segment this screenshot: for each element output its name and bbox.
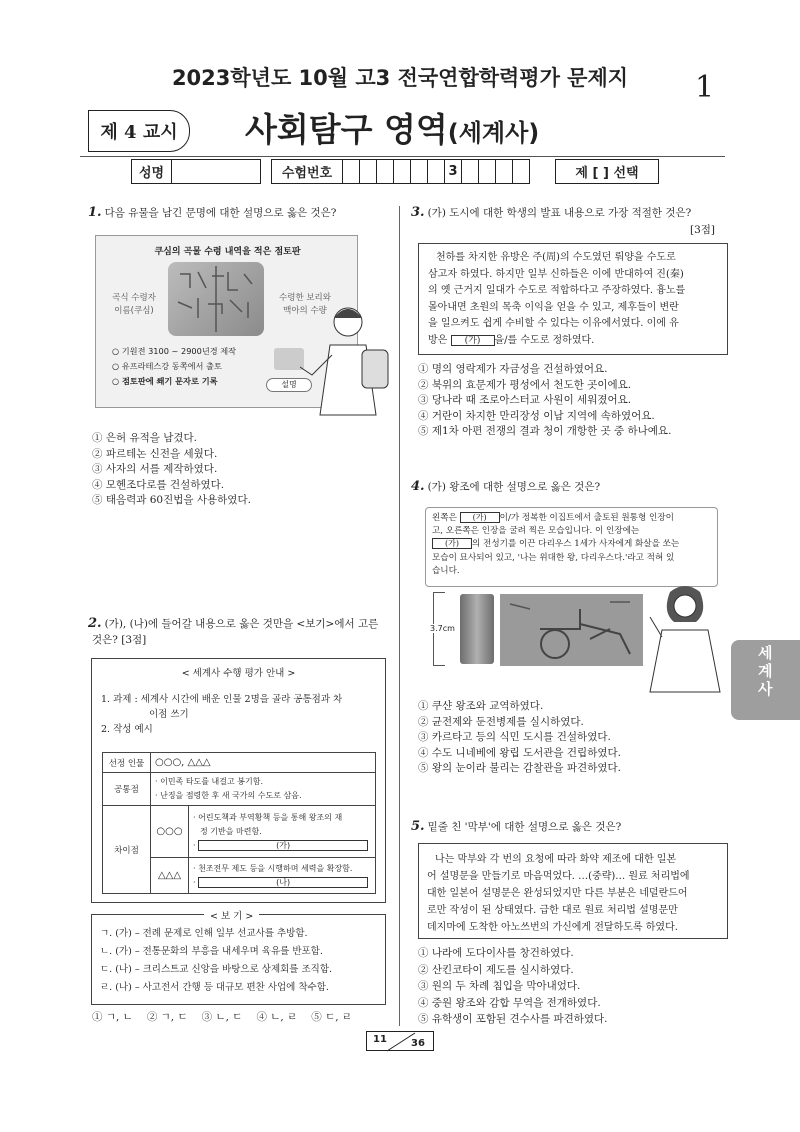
q5-passage-box xyxy=(418,843,728,939)
selected-label: 선정 인물 xyxy=(103,753,151,773)
passage-line: 방은 xyxy=(428,334,451,346)
passage-line: 삼고자 하였다. 하지만 일부 신하들은 이에 반대하여 진(秦) xyxy=(428,268,684,280)
q3-passage xyxy=(419,244,727,349)
q3-number: 3. xyxy=(411,205,425,220)
q3-points: [3점] xyxy=(690,224,716,236)
exam-no-digit[interactable] xyxy=(478,159,496,184)
cylinder-seal-image xyxy=(460,594,494,664)
diff-label: 차이점 xyxy=(103,806,151,894)
selected-value: ○○○, △△△ xyxy=(151,753,376,773)
passage-line: 나는 막부와 각 번의 요청에 따라 화약 제조에 대한 일본 xyxy=(435,854,677,865)
q3-options xyxy=(418,362,671,440)
q1-figure-title: 쿠심의 곡물 수령 내역을 적은 점토판 xyxy=(154,247,301,257)
option-4[interactable]: ④ 모헨조다로를 건설하였다. xyxy=(92,478,225,491)
task-line: 이점 쓰기 xyxy=(149,709,189,720)
side-tab-char: 계 xyxy=(758,662,773,680)
person-a: ○○○ xyxy=(151,806,189,858)
exam-no-label: 수험번호 xyxy=(271,159,343,184)
teacher-illustration xyxy=(300,300,400,420)
subject-title xyxy=(245,104,539,151)
exam-no-digit[interactable] xyxy=(393,159,411,184)
name-field[interactable] xyxy=(171,159,261,184)
q5-number: 5. xyxy=(411,819,425,834)
subject-sub: (세계사) xyxy=(447,119,540,147)
passage-line: 천하를 차지한 유방은 주(周)의 수도였던 뤄양을 수도로 xyxy=(436,252,676,263)
option-3[interactable]: ③ 사자의 서를 제작하였다. xyxy=(92,463,218,476)
option-5[interactable]: ⑤ 제1차 아편 전쟁의 결과 청이 개항한 곳 중 하나예요. xyxy=(418,425,672,438)
bogi-item: ㄴ. (가) – 전통문화의 부흥을 내세우며 육유를 반포함. xyxy=(100,946,323,957)
option-5[interactable]: ⑤ 왕의 눈이라 불리는 감찰관을 파견하였다. xyxy=(418,762,621,775)
caption-line: 이름(쿠심) xyxy=(114,306,154,316)
passage-line-end: 을/를 수도로 정하였다. xyxy=(494,334,595,346)
q4-options xyxy=(418,699,621,777)
passage-line: 의 옛 근거지 일대가 수도로 적합하다고 주장하였다. 흉노를 xyxy=(428,285,686,296)
presenter-illustration xyxy=(640,582,732,694)
option-3[interactable]: ③ ㄴ, ㄷ xyxy=(201,1011,243,1023)
common-label: 공통점 xyxy=(103,773,151,806)
q1-question xyxy=(88,205,336,221)
exam-no-digit[interactable] xyxy=(461,159,479,184)
speech-text: 이/가 정복한 이집트에서 출토된 원통형 인장이 xyxy=(499,513,674,523)
q4-speech-bubble xyxy=(425,507,718,587)
exam-title: 2023학년도 10월 고3 전국연합학력평가 문제지 xyxy=(171,66,629,90)
option-2[interactable]: ② 산킨코타이 제도를 실시하였다. xyxy=(418,963,574,976)
q5-question xyxy=(411,819,621,835)
subject-main: 사회탐구 영역 xyxy=(245,110,448,149)
option-1[interactable]: ① ㄱ, ㄴ xyxy=(92,1011,133,1023)
q4-number: 4. xyxy=(411,479,425,494)
clay-tablet-image xyxy=(168,262,264,336)
explain-button[interactable]: 설명 xyxy=(266,378,312,392)
bogi-item: ㄱ. (가) – 전례 문제로 인해 일부 선교사를 추방함. xyxy=(100,928,308,939)
q1-text: 다음 유물을 남긴 문명에 대한 설명으로 옳은 것은? xyxy=(104,207,337,219)
option-1[interactable]: ① 명의 영락제가 자금성을 건설하였어요. xyxy=(418,363,608,375)
exam-no-digit-3: 3 xyxy=(444,159,462,184)
q4-question xyxy=(411,479,600,495)
q2-info-box xyxy=(91,658,386,903)
task-line: 1. 과제 : 세계사 시간에 배운 인물 2명을 골라 공통점과 차 xyxy=(101,694,343,705)
option-4[interactable]: ④ 중원 왕조와 감합 무역을 전개하였다. xyxy=(418,996,601,1009)
caption-line: 맥아의 수량 xyxy=(283,306,327,316)
speech-text: 습니다. xyxy=(432,565,460,576)
option-3[interactable]: ③ 카르타고 등의 식민 도시를 건설하였다. xyxy=(418,731,611,744)
period-label: 제 4 교시 xyxy=(88,110,190,152)
option-2[interactable]: ② 균전제와 둔전병제를 실시하였다. xyxy=(418,715,584,728)
exam-no-digit[interactable] xyxy=(495,159,513,184)
option-5[interactable]: ⑤ ㄷ, ㄹ xyxy=(311,1011,353,1023)
person-a-item: 정 기반을 마련함. xyxy=(200,826,262,836)
seal-impression-image xyxy=(500,594,643,666)
bullet: ○ 점토판에 쐐기 문자로 기록 xyxy=(112,376,218,386)
caption-line: 곡식 수령자 xyxy=(112,293,156,303)
q1-left-caption xyxy=(100,292,168,318)
q2-question xyxy=(88,616,393,648)
blank-ga: (가) xyxy=(432,538,472,549)
q2-bogi-box xyxy=(91,911,386,1005)
cuneiform-marks xyxy=(168,262,264,336)
bogi-item: ㄹ. (나) – 사고전서 간행 등 대규모 편찬 사업에 착수함. xyxy=(100,982,329,993)
person-a-item: · 어린도책과 부역황책 등을 통해 왕조의 재 xyxy=(193,812,343,822)
q2-number: 2. xyxy=(88,616,102,631)
side-tab-text xyxy=(758,644,773,698)
option-5[interactable]: ⑤ 태음력과 60진법을 사용하였다. xyxy=(92,494,251,507)
common-item: · 난징을 점령한 후 새 국가의 수도로 삼음. xyxy=(155,791,302,800)
option-3[interactable]: ③ 원의 두 차례 침입을 막아내었다. xyxy=(418,980,581,992)
passage-line: 데지마에 도착한 아노쓰번의 가신에게 전달하도록 하였다. xyxy=(427,922,678,933)
q4-speech xyxy=(426,508,717,582)
q2-options xyxy=(92,1010,352,1026)
page-number: 1 xyxy=(695,70,715,105)
header-rule xyxy=(80,156,725,157)
person-b-items: · 천조전무 제도 등을 시행하며 세력을 확장함. · (나) xyxy=(189,858,376,894)
common-item: · 이민족 타도를 내걸고 봉기함. xyxy=(155,777,263,786)
blank-na: (나) xyxy=(198,877,368,888)
total-pages: 36 xyxy=(411,1038,425,1049)
caption-line: 수령한 보리와 xyxy=(279,293,331,303)
q3-question xyxy=(411,205,691,221)
q5-passage xyxy=(419,844,727,936)
bogi-title: < 보 기 > xyxy=(204,908,259,922)
q2-text: (가), (나)에 들어갈 내용으로 옳은 것만을 <보기>에서 고른 xyxy=(104,618,379,630)
person-a-items: · 어린도책과 부역황책 등을 통해 왕조의 재 정 기반을 마련함. · (가) xyxy=(189,806,376,858)
name-label: 성명 xyxy=(131,159,172,184)
example-label: 2. 작성 예시 xyxy=(101,724,153,735)
side-tab-char: 사 xyxy=(758,680,773,698)
q3-text: (가) 도시에 대한 학생의 발표 내용으로 가장 적절한 것은? xyxy=(427,207,692,219)
passage-line: 로만 작성이 된 상태였다. 급한 대로 원료 처리법 설명문만 xyxy=(427,905,678,916)
bogi-item: ㄷ. (나) – 크리스트교 신앙을 바탕으로 상제회를 조직함. xyxy=(100,964,333,975)
option-2[interactable]: ② ㄱ, ㄷ xyxy=(146,1011,188,1023)
exam-no-digit[interactable] xyxy=(512,159,530,184)
option-1[interactable]: ① 쿠샨 왕조와 교역하였다. xyxy=(418,700,544,712)
exam-no-digit[interactable] xyxy=(376,159,394,184)
q2-text-line2: 것은? [3점] xyxy=(92,634,147,646)
blank-ga: (가) xyxy=(451,335,495,346)
q2-example-table xyxy=(102,752,376,894)
q2-task xyxy=(101,692,385,737)
option-4[interactable]: ④ 수도 니네베에 왕립 도서관을 건립하였다. xyxy=(418,746,621,759)
option-3[interactable]: ③ 당나라 때 조로아스터교 사원이 세워졌어요. xyxy=(418,394,632,407)
option-1[interactable]: ① 은허 유적을 남겼다. xyxy=(92,432,197,444)
bullet: ○ 유프라테스강 동쪽에서 출토 xyxy=(112,361,222,371)
common-items xyxy=(151,773,376,806)
bogi-items xyxy=(100,925,385,997)
side-tab-char: 세 xyxy=(758,644,773,662)
q2-box-title: < 세계사 수행 평가 안내 > xyxy=(181,668,296,679)
chariot-relief xyxy=(500,594,643,666)
speech-text: 고, 오른쪽은 인장을 굴려 찍은 모습입니다. 이 인장에는 xyxy=(432,526,640,537)
speech-text: 모습이 묘사되어 있고, '나는 위대한 왕, 다리우스다.'라고 적혀 있 xyxy=(432,552,675,563)
passage-line: 대한 일본어 설명문은 완성되었지만 다른 부분은 네덜란드어 xyxy=(427,888,688,899)
page-counter xyxy=(366,1031,434,1051)
blank-ga: (가) xyxy=(198,840,368,851)
exam-no-digit[interactable] xyxy=(359,159,377,184)
option-5[interactable]: ⑤ 유학생이 포함된 견수사를 파견하였다. xyxy=(418,1013,608,1025)
passage-line: 어 설명문을 만들기로 마음먹었다. …(중략)… 원료 처리법에 xyxy=(427,871,690,882)
q1-number: 1. xyxy=(88,205,102,220)
option-2[interactable]: ② 북위의 효문제가 평성에서 천도한 곳이에요. xyxy=(418,378,632,391)
passage-line: 을 일으켜도 쉽게 수비할 수 있다는 이유에서였다. 이에 유 xyxy=(428,318,679,329)
q5-options xyxy=(418,945,607,1028)
option-4[interactable]: ④ ㄴ, ㄹ xyxy=(256,1011,298,1023)
q4-text: (가) 왕조에 대한 설명으로 옳은 것은? xyxy=(427,481,601,493)
seal-size-label: 3.7cm xyxy=(430,624,455,633)
passage-line: 몰아내면 초원의 목축 이익을 얻을 수 있고, 제후들이 변란 xyxy=(428,301,679,313)
q3-passage-box xyxy=(418,243,728,355)
q5-text: 밑줄 친 '막부'에 대한 설명으로 옳은 것은? xyxy=(427,821,622,833)
bullet: ○ 기원전 3100 ~ 2900년경 제작 xyxy=(112,346,237,356)
person-b: △△△ xyxy=(151,858,189,894)
option-2[interactable]: ② 파르테논 신전을 세웠다. xyxy=(92,447,218,460)
exam-no-digit[interactable] xyxy=(410,159,428,184)
option-1[interactable]: ① 나라에 도다이사를 창건하였다. xyxy=(418,947,574,959)
current-page: 11 xyxy=(373,1034,387,1045)
exam-no-digit[interactable] xyxy=(427,159,445,184)
q1-figure-bullets xyxy=(112,344,236,389)
person-b-item: · 천조전무 제도 등을 시행하며 세력을 확장함. xyxy=(193,863,353,873)
exam-no-digit[interactable] xyxy=(342,159,360,184)
speech-text: 왼쪽은 xyxy=(432,513,460,523)
option-4[interactable]: ④ 거란이 차지한 만리장성 이남 지역에 속하였어요. xyxy=(418,409,655,422)
subject-side-tab xyxy=(731,640,800,720)
q1-options xyxy=(92,431,251,509)
speech-text: 의 전성기를 이끈 다리우스 1세가 사자에게 화살을 쏘는 xyxy=(472,539,680,550)
choice-label: 제 [ ] 선택 xyxy=(555,159,659,184)
blank-ga: (가) xyxy=(460,512,500,523)
